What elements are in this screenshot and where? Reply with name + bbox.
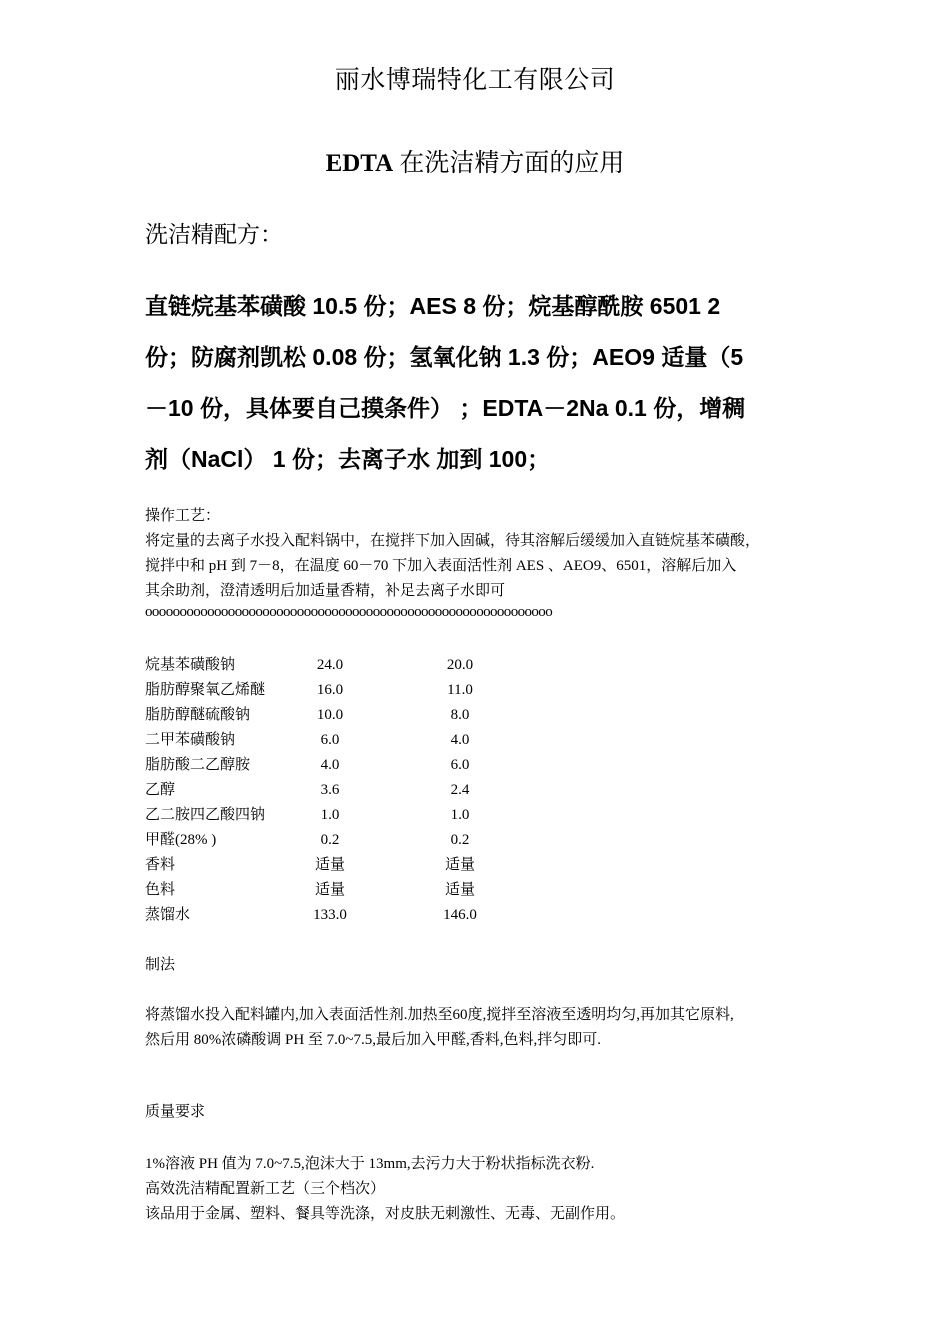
amount-a: 10.0	[316, 707, 344, 723]
amount-b: 20.0	[446, 657, 474, 673]
amount-a: 4.0	[320, 757, 340, 773]
ingredient-name: 蒸馏水	[145, 907, 191, 923]
ingredient-name: 脂肪醇醚硫酸钠	[145, 707, 251, 723]
ingredient-name: 二甲苯磺酸钠	[145, 732, 236, 748]
o-line: ooooooooooooooooooooooooooooooooooooooooooooooooooooooooooo	[145, 604, 553, 620]
method-heading: 制法	[145, 957, 176, 973]
amount-b: 8.0	[450, 707, 470, 723]
amount-b: 4.0	[450, 732, 470, 748]
amount-b: 6.0	[450, 757, 470, 773]
formula-heading: 洗洁精配方：	[145, 221, 283, 247]
formula-paragraph	[145, 281, 810, 485]
quality-heading: 质量要求	[145, 1104, 206, 1120]
amount-b: 11.0	[447, 682, 473, 698]
operation-line: 将定量的去离子水投入配料锅中，在搅拌下加入固碱，待其溶解后缓缓加入直链烷基苯磺酸，	[145, 533, 761, 549]
ingredient-name: 脂肪醇聚氧乙烯醚	[145, 682, 266, 698]
amount-a: 适量	[314, 857, 345, 873]
ingredient-name: 甲醛(28% )	[145, 832, 217, 848]
quality-line: 1%溶液 PH 值为 7.0~7.5,泡沫大于 13mm,去污力大于粉状指标洗衣粉.	[145, 1156, 595, 1172]
ingredient-name: 脂肪酸二乙醇胺	[145, 757, 251, 773]
formula-line: 剂（NaCl） 1 份；去离子水 加到 100；	[145, 446, 551, 472]
amount-a: 1.0	[320, 807, 340, 823]
operation-line: 其余助剂，澄清透明后加适量香精，补足去离子水即可	[145, 583, 506, 599]
company-name: 丽水博瑞特化工有限公司	[334, 67, 616, 94]
amount-b: 适量	[444, 857, 475, 873]
amount-b: 0.2	[450, 832, 470, 848]
title-rest: 在洗洁精方面的应用	[393, 150, 625, 177]
title-latin: EDTA	[325, 150, 394, 177]
ingredient-name: 烷基苯磺酸钠	[145, 657, 236, 673]
quality-line: 高效洗洁精配置新工艺（三个档次）	[145, 1181, 386, 1197]
operation-heading: 操作工艺：	[145, 508, 221, 524]
formula-line: －10 份，具体要自己摸条件） ；EDTA－2Na 0.1 份，增稠	[145, 395, 746, 421]
amount-a: 16.0	[316, 682, 344, 698]
amount-b: 146.0	[443, 907, 477, 923]
formula-line: 份；防腐剂凯松 0.08 份；氢氧化钠 1.3 份；AEO9 适量（5	[145, 344, 744, 370]
amount-a: 0.2	[320, 832, 340, 848]
amount-b: 1.0	[450, 807, 470, 823]
document-title	[0, 143, 950, 179]
ingredient-name: 色料	[145, 882, 176, 898]
amount-a: 适量	[314, 882, 345, 898]
quality-paragraph	[145, 1152, 625, 1227]
amount-a: 133.0	[313, 907, 347, 923]
method-paragraph	[145, 1003, 734, 1053]
formula-line: 直链烷基苯磺酸 10.5 份；AES 8 份；烷基醇酰胺 6501 2	[145, 293, 721, 319]
quality-line: 该品用于金属、塑料、餐具等洗涤，对皮肤无刺激性、无毒、无副作用。	[145, 1206, 626, 1222]
amount-a: 24.0	[316, 657, 344, 673]
method-line: 然后用 80%浓磷酸调 PH 至 7.0~7.5,最后加入甲醛,香料,色料,拌匀即可.	[145, 1032, 602, 1048]
amount-b: 2.4	[450, 782, 470, 798]
amount-b: 适量	[444, 882, 475, 898]
operation-line: 搅拌中和 pH 到 7－8，在温度 60－70 下加入表面活性剂 AES 、AEO9、6501，溶解后加入	[145, 558, 737, 574]
amount-a: 6.0	[320, 732, 340, 748]
amount-a: 3.6	[320, 782, 340, 798]
method-line: 将蒸馏水投入配料罐内,加入表面活性剂.加热至60度,搅拌至溶液至透明均匀,再加其它原料,	[145, 1007, 734, 1023]
ingredient-name: 香料	[145, 857, 176, 873]
ingredient-name: 乙二胺四乙酸四钠	[145, 807, 266, 823]
operation-paragraph	[145, 529, 810, 604]
ingredient-name: 乙醇	[145, 782, 176, 798]
